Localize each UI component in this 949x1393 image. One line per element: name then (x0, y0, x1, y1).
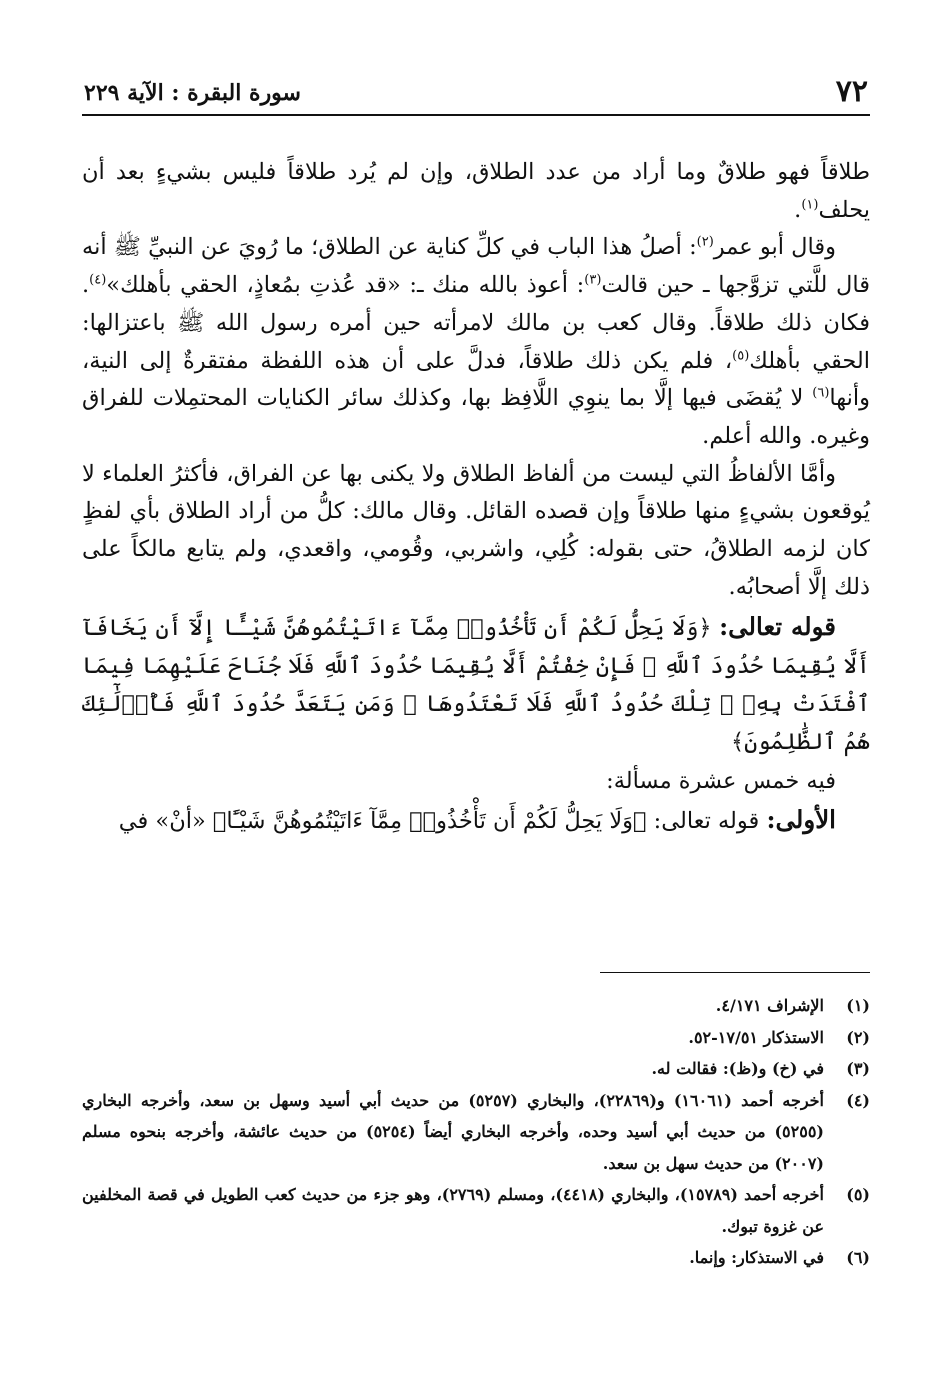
footnote-text: أخرجه أحمد (١٥٧٨٩)، والبخاري (٤٤١٨)، ومسلم (٢٧٦٩)، وهو جزء من حديث كعب الطويل في قصة المخلفين عن غزوة تبوك. (82, 1185, 825, 1236)
first-issue-paragraph (82, 801, 870, 841)
footnote-number: (٣) (846, 1059, 870, 1078)
text-span: طلاقاً فهو طلاقٌ وما أراد من عدد الطلاق، وإن لم يُرد طلاقاً فليس بشيءٍ بعد أن يحلف (82, 159, 870, 223)
footnote-text: أخرجه أحمد (١٦٠٦١) و(٢٢٨٦٩)، والبخاري (٥٢٥٧) من حديث أبي أسيد وسهل بن سعد، وأخرجه البخاري (٥٢٥٥) من حديث أبي أسيد وحده، وأخرجه البخاري أيضاً (٥٢٥٤) من حديث عائشة، وأخرجه بنحوه مسلم (٢٠٠٧) من حديث سهل بن سعد. (82, 1090, 825, 1173)
footnote-number: (٤) (846, 1090, 870, 1110)
text-span: قوله تعالى: (646, 807, 767, 834)
footnote-ref-5[interactable]: (٥) (732, 348, 750, 364)
footnote-separator (600, 972, 870, 973)
text-span: ، فلم يكن ذلك طلاقاً، فدلَّ على أن هذه اللفظة مفتقرةٌ إلى النية، وأنها (82, 347, 870, 412)
footnote-ref-3[interactable]: (٣) (584, 272, 602, 288)
footnote-ref-1[interactable]: (١) (801, 197, 819, 213)
text-span: وقال أبو عمر (713, 234, 836, 261)
paragraph-2 (82, 229, 870, 455)
footnote-number: (٢) (846, 1027, 870, 1047)
page-number: ٧٢ (835, 74, 868, 109)
footnote-3 (82, 1053, 870, 1085)
footnote-ref-2[interactable]: (٢) (696, 234, 714, 250)
paragraph-3: وأمَّا الألفاظُ التي ليست من ألفاظ الطلاق ولا يكنى بها عن الفراق، فأكثرُ العلماء لا يُوقعون بشيءٍ منها طلاقاً وإن قصده القائل. وقال مالك: كلُّ من أراد الطلاق بأي لفظٍ كان لزمه الطلاقُ، حتى بقوله: كُلِي، واشربي، وقُومي، واقعدي، ولم يتابع مالكاً على ذلك إلَّا أصحابُه. (82, 460, 870, 600)
running-header (82, 70, 870, 116)
book-page (82, 70, 870, 1370)
footnote-text: في (خ) و(ظ): فقالت له. (651, 1059, 824, 1078)
text-span: : أعوذ بالله منك ـ: «قد عُذتِ بمُعاذٍ، الحقي بأهلك» (106, 272, 585, 299)
footnote-number: (١) (846, 996, 870, 1015)
text-span: لا يُقضَى فيها إلَّا بما ينوِي اللَّافِظ بها، وكذلك سائر الكنايات المحتمِلات للفراق وغيره. والله أعلم. (82, 385, 870, 449)
quran-verse-paragraph (82, 608, 870, 761)
footnote-2 (82, 1022, 870, 1054)
footnote-ref-6[interactable]: (٦) (812, 385, 830, 401)
main-text (82, 154, 870, 841)
quran-verse: ﴿وَلَا يَحِلُّ لَكُمْ أَن تَأْخُذُوا۟ مِمَّآ ءَاتَيْتُمُوهُنَّ شَيْـًٔا إِلَّآ أَن يَخَافَآ أَلَّا يُقِيمَا حُدُودَ ٱللَّهِ ۖ فَإِنْ خِفْتُمْ أَلَّا يُقِيمَا حُدُودَ ٱللَّهِ فَلَا جُنَاحَ عَلَيْهِمَا فِيمَا ٱفْتَدَتْ بِهِۦ ۗ تِلْكَ حُدُودُ ٱللَّهِ فَلَا تَعْتَدُوهَا ۚ وَمَن يَتَعَدَّ حُدُودَ ٱللَّهِ فَأُو۟لَٰٓئِكَ هُمُ ٱلظَّٰلِمُونَ﴾ (82, 615, 870, 755)
issues-intro: فيه خمس عشرة مسألة: (606, 768, 836, 795)
footnote-text: الاستذكار ١٧/٥١-٥٢. (688, 1027, 824, 1047)
issue-label: الأولى: (766, 804, 836, 834)
footnote-5 (82, 1179, 870, 1242)
footnote-6 (82, 1242, 870, 1274)
footnote-number: (٥) (846, 1185, 870, 1204)
text-span: . (794, 196, 802, 223)
footnotes (82, 990, 870, 1274)
footnote-text: في الاستذكار: وإنما. (689, 1248, 824, 1267)
footnote-text: الإشراف ٤/١٧١. (715, 996, 824, 1015)
text-span: : أصلُ هذا الباب في كلِّ كناية عن الطلاق؛ ما رُويَ عن النبيِّ ﷺ أنه قال للَّتي تزوَّجها ـ حين قالت (82, 234, 870, 299)
verse-lead: قوله تعالى: (719, 612, 836, 642)
footnote-4 (82, 1085, 870, 1180)
footnote-1 (82, 990, 870, 1022)
quran-quote: ﴿وَلَا يَحِلُّ لَكُمْ أَن تَأْخُذُوا۟ مِمَّآ ءَاتَيْتُمُوهُنَّ شَيْـًٔا﴾ (212, 807, 647, 834)
footnote-number: (٦) (846, 1248, 870, 1267)
paragraph-1 (82, 154, 870, 229)
footnote-ref-4[interactable]: (٤) (89, 272, 107, 288)
surah-reference: سورة البقرة : الآية ٢٢٩ (84, 80, 301, 106)
text-span: . فكان ذلك طلاقاً. وقال كعب بن مالك لامرأته حين أمره رسول الله ﷺ باعتزالها: الحقي بأهلك (82, 272, 871, 374)
text-span: «أنْ» في (118, 807, 213, 834)
